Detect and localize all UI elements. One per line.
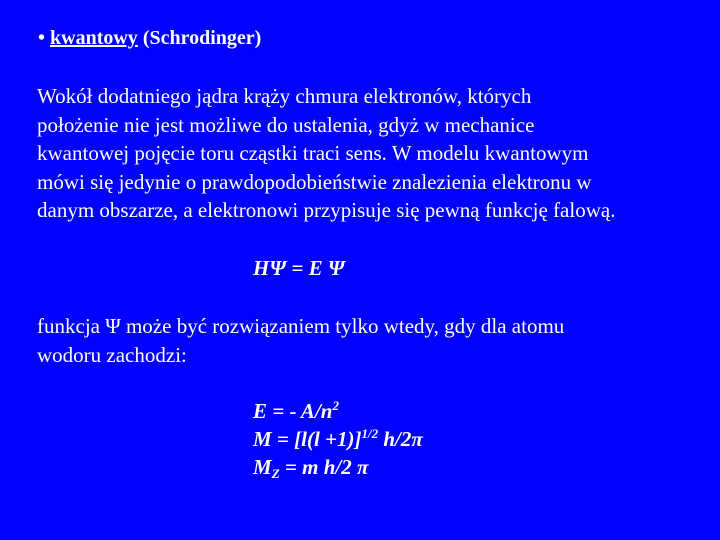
heading-rest: (Schrodinger) — [137, 27, 262, 49]
mz-formula-tail: = m h/2 π — [279, 455, 369, 479]
slide-heading — [38, 26, 261, 50]
condition-line-1: funkcja Ψ może być rozwiązaniem tylko wtedy, gdy dla atomu — [37, 314, 565, 338]
energy-formula — [253, 397, 423, 425]
heading-term: kwantowy — [50, 27, 138, 49]
paragraph-line-4: mówi się jedynie o prawdopodobieństwie znalezienia elektronu w — [37, 169, 592, 194]
paragraph-line-3: kwantowej pojęcie toru cząstki traci sens. W modelu kwantowym — [37, 141, 589, 165]
mz-formula-main: M — [253, 455, 272, 479]
momentum-formula-main: M = [l(l +1)] — [253, 427, 362, 451]
mz-formula — [253, 453, 423, 481]
paragraph-line-2: położenie nie jest możliwe do ustalenia, gdyż w mechanice — [37, 112, 535, 137]
mz-formula-subscript: Z — [271, 466, 280, 481]
energy-formula-exponent: 2 — [332, 398, 339, 413]
momentum-formula-exponent: 1/2 — [361, 426, 379, 441]
momentum-formula-tail: h/2π — [378, 427, 423, 451]
bullet: • — [38, 27, 46, 49]
quantum-formulas — [253, 397, 423, 481]
condition-line-2: wodoru zachodzi: — [37, 342, 187, 367]
paragraph-line-1: Wokół dodatniego jądra krąży chmura elektronów, których — [37, 84, 532, 108]
schrodinger-equation: HΨ = E Ψ — [253, 256, 345, 280]
description-paragraph — [37, 82, 712, 225]
condition-paragraph — [37, 312, 712, 369]
momentum-formula — [253, 425, 423, 453]
paragraph-line-5: danym obszarze, a elektronowi przypisuje się pewną funkcję falową. — [37, 198, 616, 222]
energy-formula-main: E = - A/n — [253, 399, 333, 423]
